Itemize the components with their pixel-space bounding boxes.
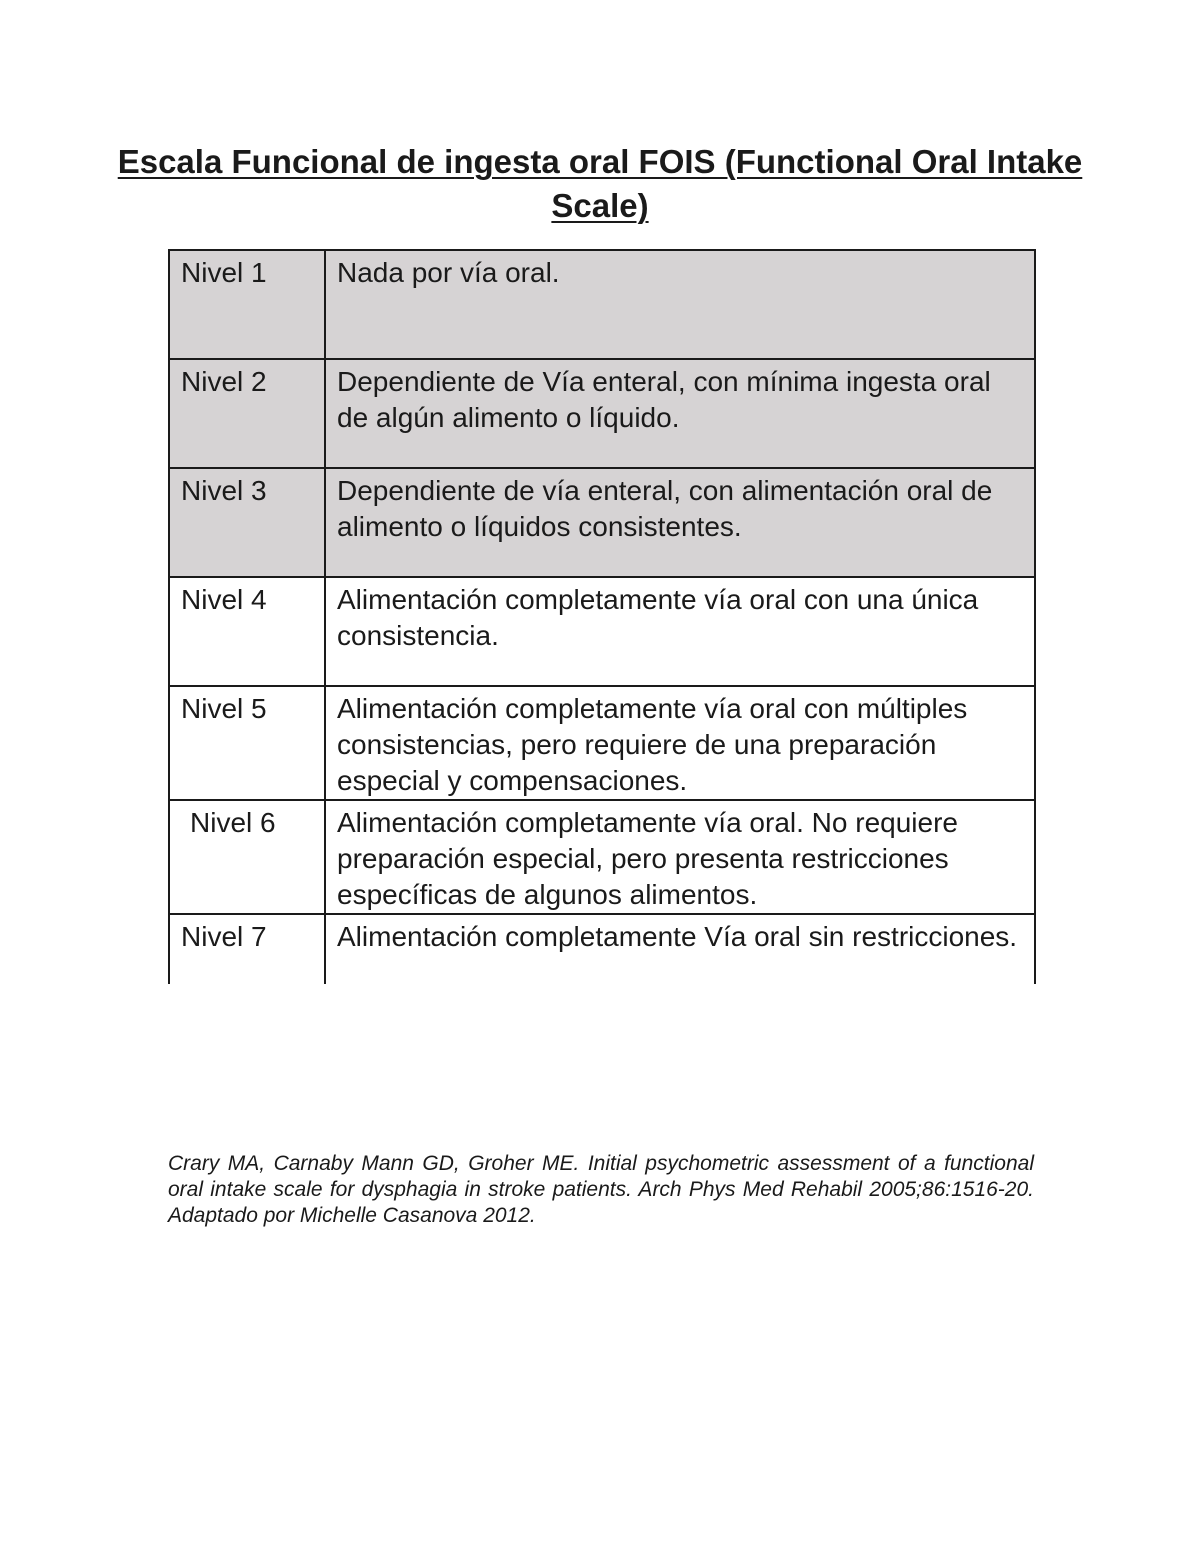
table-row-level-7 <box>169 914 1035 984</box>
level-label: Nivel 4 <box>169 577 325 686</box>
fois-scale-table <box>168 249 1036 984</box>
level-label: Nivel 2 <box>169 359 325 468</box>
level-description: Alimentación completamente Vía oral sin restricciones. <box>325 914 1035 984</box>
level-label: Nivel 7 <box>169 914 325 984</box>
table-row-level-2 <box>169 359 1035 468</box>
level-label: Nivel 5 <box>169 686 325 800</box>
table-row-level-1 <box>169 250 1035 359</box>
citation-text: Crary MA, Carnaby Mann GD, Groher ME. Initial psychometric assessment of a functional oral intake scale for dysphagia in stroke patients. Arch Phys Med Rehabil 2005;86:1516-20. Adaptado por Michelle Casanova 2012. <box>168 1152 1034 1227</box>
level-description: Nada por vía oral. <box>325 250 1035 359</box>
table-row-level-5 <box>169 686 1035 800</box>
level-description: Alimentación completamente vía oral con una única consistencia. <box>325 577 1035 686</box>
table-row-level-6 <box>169 800 1035 914</box>
level-label: Nivel 3 <box>169 468 325 577</box>
level-description: Dependiente de Vía enteral, con mínima ingesta oral de algún alimento o líquido. <box>325 359 1035 468</box>
page-title: Escala Funcional de ingesta oral FOIS (Functional Oral Intake Scale) <box>117 143 1083 224</box>
table-row-level-4 <box>169 577 1035 686</box>
level-description: Alimentación completamente vía oral con múltiples consistencias, pero requiere de una preparación especial y compensaciones. <box>325 686 1035 800</box>
table-row-level-3 <box>169 468 1035 577</box>
level-label: Nivel 6 <box>169 800 325 914</box>
level-description: Dependiente de vía enteral, con alimentación oral de alimento o líquidos consistentes. <box>325 468 1035 577</box>
level-description: Alimentación completamente vía oral. No requiere preparación especial, pero presenta restricciones específicas de algunos alimentos. <box>325 800 1035 914</box>
level-label: Nivel 1 <box>169 250 325 359</box>
